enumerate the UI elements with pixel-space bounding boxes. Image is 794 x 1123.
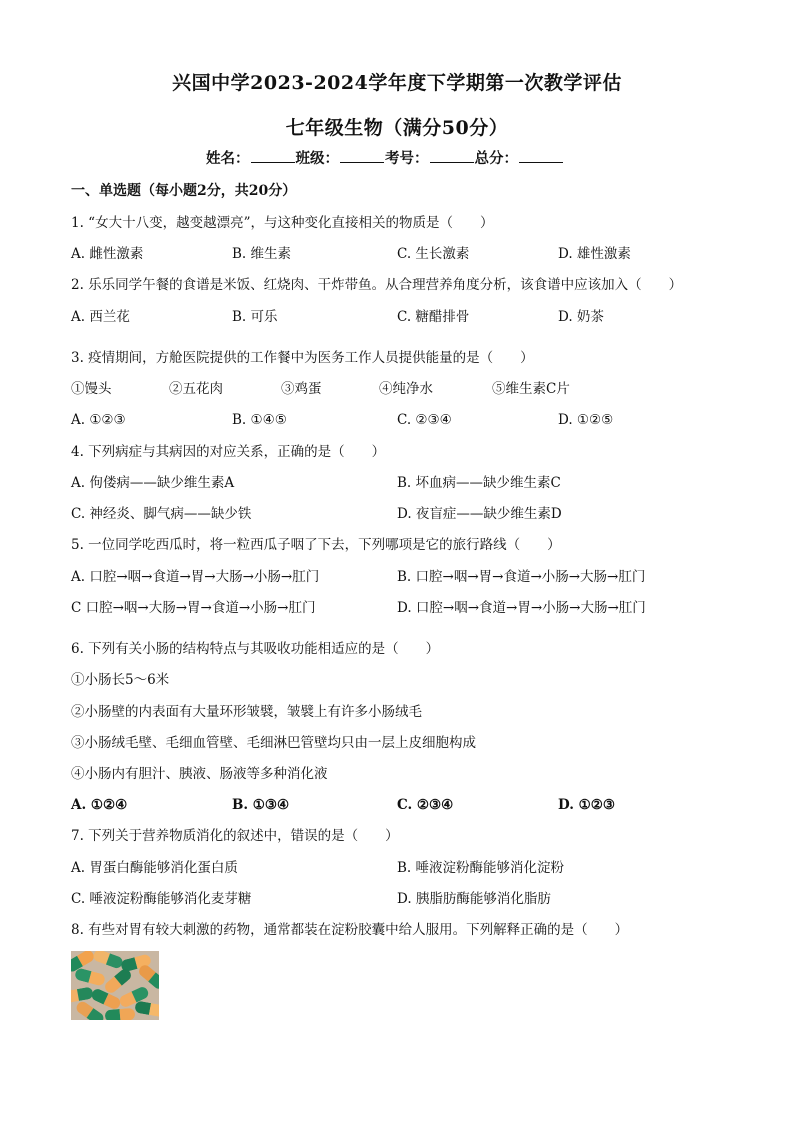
- q5-option-a: A. 口腔→咽→食道→胃→大肠→小肠→肛门: [71, 569, 320, 585]
- q2-stem: 2. 乐乐同学午餐的食谱是米饭、红烧肉、干炸带鱼。从合理营养角度分析，该食谱中应该加入（ ）: [71, 277, 683, 293]
- exam-title: 兴国中学2023-2024学年度下学期第一次教学评估: [172, 72, 622, 94]
- q7-option-c: C. 唾液淀粉酶能够消化麦芽糖: [71, 891, 252, 907]
- q6-statement-4: ④小肠内有胆汁、胰液、肠液等多种消化液: [71, 766, 328, 782]
- score-blank: [519, 150, 563, 163]
- q3-option-c: C. ②③④: [397, 412, 452, 428]
- q1-option-b: B. 维生素: [232, 246, 292, 262]
- q6-option-a: A. ①②④: [71, 797, 128, 813]
- q2-option-c: C. 糖醋排骨: [397, 309, 470, 325]
- exam-subtitle: 七年级生物（满分50分）: [285, 117, 509, 139]
- q3-option-d: D. ①②⑤: [558, 412, 614, 428]
- q4-option-d: D. 夜盲症——缺少维生素D: [397, 506, 562, 522]
- q3-option-b: B. ①④⑤: [232, 412, 287, 428]
- q7-stem: 7. 下列关于营养物质消化的叙述中，错误的是（ ）: [71, 828, 399, 844]
- q6-statement-1: ①小肠长5～6米: [71, 672, 170, 688]
- q3-stem: 3. 疫情期间，方舱医院提供的工作餐中为医务工作人员提供能量的是（ ）: [71, 350, 534, 366]
- q8-stem: 8. 有些对胃有较大刺激的药物，通常都装在淀粉胶囊中给人服用。下列解释正确的是（ ）: [71, 922, 629, 938]
- q3-option-a: A. ①②③: [71, 412, 126, 428]
- q6-stem: 6. 下列有关小肠的结构特点与其吸收功能相适应的是（ ）: [71, 641, 440, 657]
- name-blank: [251, 150, 295, 163]
- q3-item-1: ①馒头: [71, 381, 112, 397]
- capsule-photo: [71, 951, 159, 1020]
- q1-option-c: C. 生长激素: [397, 246, 470, 262]
- q6-option-b: B. ①③④: [232, 797, 290, 813]
- q2-option-d: D. 奶茶: [558, 309, 604, 325]
- q4-option-b: B. 坏血病——缺少维生素C: [397, 475, 561, 491]
- exam-no-blank: [430, 150, 474, 163]
- q4-option-a: A. 佝偻病——缺少维生素A: [71, 475, 235, 491]
- student-info-row: [206, 150, 564, 168]
- q1-option-d: D. 雄性激素: [558, 246, 631, 262]
- q5-option-c: C 口腔→咽→大肠→胃→食道→小肠→肛门: [71, 600, 316, 616]
- q7-option-d: D. 胰脂肪酶能够消化脂肪: [397, 891, 551, 907]
- class-blank: [340, 150, 384, 163]
- q6-statement-3: ③小肠绒毛壁、毛细血管壁、毛细淋巴管壁均只由一层上皮细胞构成: [71, 735, 476, 751]
- score-label: 总分：: [474, 150, 518, 167]
- q3-item-2: ②五花肉: [169, 381, 223, 397]
- q6-option-c: C. ②③④: [397, 797, 454, 813]
- q1-option-a: A. 雌性激素: [71, 246, 144, 262]
- q2-option-a: A. 西兰花: [71, 309, 130, 325]
- q1-stem: 1. “女大十八变，越变越漂亮”，与这种变化直接相关的物质是（ ）: [71, 215, 494, 231]
- q5-option-d: D. 口腔→咽→食道→胃→小肠→大肠→肛门: [397, 600, 646, 616]
- q2-option-b: B. 可乐: [232, 309, 278, 325]
- q3-item-4: ④纯净水: [379, 381, 433, 397]
- q6-option-d: D. ①②③: [558, 797, 615, 813]
- q4-option-c: C. 神经炎、脚气病——缺少铁: [71, 506, 252, 522]
- q7-option-a: A. 胃蛋白酶能够消化蛋白质: [71, 860, 238, 876]
- q7-option-b: B. 唾液淀粉酶能够消化淀粉: [397, 860, 565, 876]
- q6-statement-2: ②小肠壁的内表面有大量环形皱襞，皱襞上有许多小肠绒毛: [71, 704, 422, 720]
- exam-no-label: 考号：: [385, 150, 429, 167]
- q4-stem: 4. 下列病症与其病因的对应关系，正确的是（ ）: [71, 444, 386, 460]
- q3-item-5: ⑤维生素C片: [492, 381, 570, 397]
- section-heading: 一、单选题（每小题2分，共20分）: [71, 183, 297, 199]
- q5-option-b: B. 口腔→咽→胃→食道→小肠→大肠→肛门: [397, 569, 646, 585]
- class-label: 班级：: [295, 150, 339, 167]
- q3-item-3: ③鸡蛋: [281, 381, 322, 397]
- name-label: 姓名：: [206, 150, 250, 167]
- q5-stem: 5. 一位同学吃西瓜时，将一粒西瓜子咽了下去，下列哪项是它的旅行路线（ ）: [71, 537, 561, 553]
